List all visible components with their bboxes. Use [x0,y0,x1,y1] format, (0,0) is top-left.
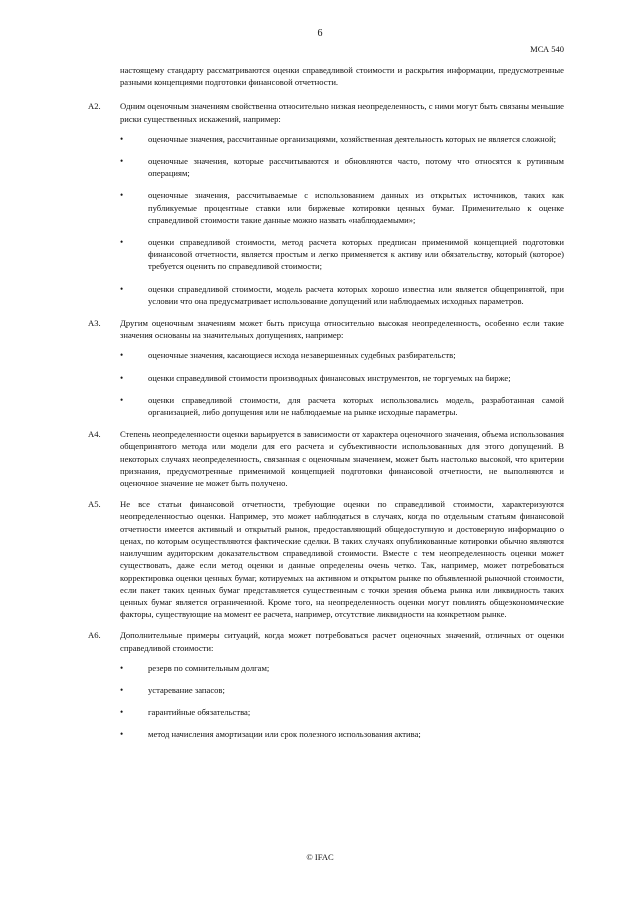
bullet-item [120,394,564,418]
paragraph-text: Другим оценочным значениям может быть присуща относительно высокая неопределенность, особенно если такие значения основаны на значительных допущениях, например: [120,318,564,341]
bullet-icon: • [120,350,124,361]
bullet-item [120,236,564,273]
paragraph-label: A5. [88,499,101,510]
bullet-icon: • [120,729,124,740]
bullet-icon: • [120,684,124,695]
bullet-text: гарантийные обязательства; [148,707,251,718]
paragraph [88,317,564,418]
bullet-text: оценки справедливой стоимости, модель расчета которых хорошо известна или является общепринятой, при условии что она предусматривает использование допущений или наблюдаемых исходных параметров. [148,283,564,306]
bullet-icon: • [120,394,124,405]
bullet-icon: • [120,156,124,167]
document-code: МСА 540 [530,44,564,54]
bullet-item [120,662,564,674]
bullet-text: резерв по сомнительным долгам; [148,662,270,673]
paragraph [88,498,564,620]
paragraph-text: Не все статьи финансовой отчетности, требующие оценки по справедливой стоимости, характеризуются неопределенностью оценки. Например, это может наблюдаться в случаях, когда по отдельным статьям финансовой отчетности имеется активный и открытый рынок, предоставляющий общедоступную и достоверную информацию о ценах, по которым осуществляются фактические сделки. В таких случаях опубликованные котировки обычно являются наилучшим аудиторским доказательством справедливой стоимости. Вместе с тем неопределенность оценки может существовать, даже если метод оценки и данные определены очень четко. Так, например, может потребоваться корректировка оценки ценных бумаг, котируемых на активном и открытом рынке по объявленной рыночной стоимости, если пакет таких ценных бумаг представляется существенным с точки зрения объема рынка или ликвидность таких ценных бумаг является ограниченной. Кроме того, на неопределенность оценки могут повлиять общеэкономические факторы, существующие на момент ее расчета, например, отсутствие ликвидности на конкретном рынке. [120,499,564,620]
paragraph-label: A6. [88,630,101,641]
page-number: 6 [317,28,323,39]
paragraph [88,428,564,489]
bullet-list [120,349,564,418]
paragraph [88,629,564,740]
copyright-footer: © IFAC [306,852,334,862]
bullet-text: оценки справедливой стоимости производных финансовых инструментов, не торгуемых на бирже; [148,372,511,383]
bullet-list [120,662,564,741]
paragraph-label: A2. [88,101,101,112]
bullet-icon: • [120,283,124,294]
bullet-item [120,283,564,307]
bullet-item [120,684,564,696]
paragraph-text: Степень неопределенности оценки варьируется в зависимости от характера оценочного значения, объема использования общепринятого метода или модели для его расчета и субъективности использованных для этого допущений. В некоторых случаях неопределенность, связанная с оценочным значением, может быть настолько высокой, что критерии признания, предусмотренные применимой концепцией подготовки финансовой отчетности, не выполняются и оценочное значение не может быть получено. [120,429,564,489]
document-body [88,64,564,751]
paragraph [88,100,564,307]
paragraph-text: Дополнительные примеры ситуаций, когда может потребоваться расчет оценочных значений, отличных от оценки справедливой стоимости: [120,630,564,653]
paragraph-label: A3. [88,318,101,329]
bullet-text: метод начисления амортизации или срок полезного использования актива; [148,729,421,740]
intro-continuation: настоящему стандарту рассматриваются оценки справедливой стоимости и раскрытия информации, предусмотренные разными концепциями подготовки финансовой отчетности. [120,65,564,88]
bullet-text: оценочные значения, касающиеся исхода незавершенных судебных разбирательств; [148,350,456,361]
bullet-icon: • [120,662,124,673]
bullet-icon: • [120,133,124,144]
bullet-item [120,133,564,145]
bullet-icon: • [120,707,124,718]
bullet-item [120,155,564,179]
bullet-list [120,133,564,307]
bullet-icon: • [120,237,124,248]
bullet-text: оценочные значения, рассчитанные организациями, хозяйственная деятельность которых не является сложной; [148,133,557,144]
paragraph-list [88,100,564,740]
bullet-icon: • [120,190,124,201]
bullet-text: оценки справедливой стоимости, метод расчета которых предписан применимой концепцией подготовки финансовой отчетности, является простым и легко применяется к активу или обязательству, который (которое) требуется оценить по справедливой стоимости; [148,237,564,272]
bullet-text: оценочные значения, рассчитываемые с использованием данных из открытых источников, таких как публикуемые процентные ставки или биржевые котировки ценных бумаг. Применительно к оценке справедливой стоимости такие данные можно назвать «наблюдаемыми»; [148,190,564,225]
paragraph-text: Одним оценочным значениям свойственна относительно низкая неопределенность, с ними могут быть связаны меньшие риски существенных искажений, например: [120,101,564,124]
bullet-text: оценки справедливой стоимости, для расчета которых использовались модель, разработанная самой организацией, либо допущения или не наблюдаемые на рынке исходные параметры. [148,394,564,418]
bullet-text: устаревание запасов; [148,684,225,695]
bullet-item [120,189,564,226]
paragraph-label: A4. [88,429,101,440]
bullet-item [120,706,564,718]
bullet-text: оценочные значения, которые рассчитываются и обновляются часто, потому что относятся к рутинным операциям; [148,156,564,179]
bullet-item [120,728,564,740]
bullet-icon: • [120,372,124,383]
bullet-item [120,372,564,384]
bullet-item [120,349,564,361]
